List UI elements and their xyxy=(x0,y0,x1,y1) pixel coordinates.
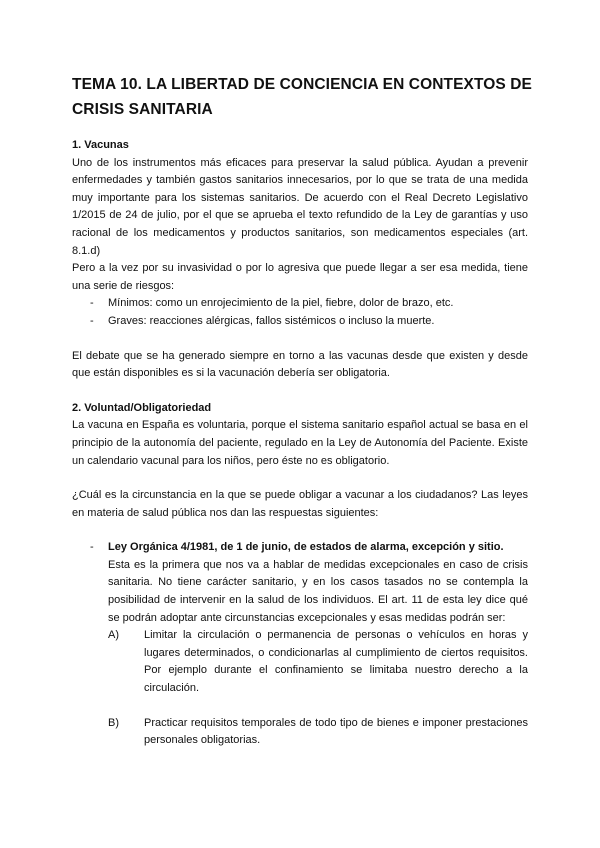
risk-text: Graves: reacciones alérgicas, fallos sistémicos o incluso la muerte. xyxy=(108,314,435,327)
risk-item xyxy=(72,313,528,331)
list-dash: - xyxy=(90,314,94,327)
section-2-paragraph-1: La vacuna en España es voluntaria, porque el sistema sanitario español actual se basa en el principio de la autonomía del paciente, regulado en la Ley de Autonomía del Paciente. Existe un calendario vacunal para los niños, pero éste no es obligatorio. xyxy=(72,419,528,467)
law-title: Ley Orgánica 4/1981, de 1 de junio, de estados de alarma, excepción y sitio. xyxy=(108,541,504,554)
measure-item xyxy=(108,715,528,750)
measure-letter: B) xyxy=(108,716,119,729)
measure-letter: A) xyxy=(108,629,119,642)
section-1-paragraph-2: Pero a la vez por su invasividad o por lo agresiva que puede llegar a ser esa medida, tiene una serie de riesgos: xyxy=(72,262,528,292)
document-title: TEMA 10. LA LIBERTAD DE CONCIENCIA EN CONTEXTOS DE CRISIS SANITARIA xyxy=(72,76,532,118)
measure-text: Practicar requisitos temporales de todo tipo de bienes e imponer prestaciones personales obligatorias. xyxy=(144,716,528,747)
section-1-paragraph-3: El debate que se ha generado siempre en torno a las vacunas desde que existen y desde que están disponibles es si la vacunación debería ser obligatoria. xyxy=(72,349,528,380)
measure-text: Limitar la circulación o permanencia de personas o vehículos en horas y lugares determinados, o condicionarlas al cumplimiento de ciertos requisitos. Por ejemplo durante el confinamiento se limitaba nuestro derecho a la circulación. xyxy=(144,629,528,695)
risks-list xyxy=(72,295,528,330)
section-2-heading: 2. Voluntad/Obligatoriedad xyxy=(72,401,212,414)
law-item xyxy=(72,539,528,750)
measures-list xyxy=(108,627,528,750)
section-1-paragraph-1: Uno de los instrumentos más eficaces para preservar la salud pública. Ayudan a prevenir enfermedades y también gastos sanitarios innecesarios, por lo que se trata de una medida muy importante para los sistemas sanitarios. De acuerdo con el Real Decreto Legislativo 1/2015 de 24 de julio, por el que se aprueba el texto refundido de la Ley de garantías y uso racional de los medicamentos y productos sanitarios, son medicamentos especiales (art. 8.1.d) xyxy=(72,156,528,257)
list-dash: - xyxy=(90,541,94,554)
measure-item xyxy=(108,627,528,697)
risk-text: Mínimos: como un enrojecimiento de la piel, fiebre, dolor de brazo, etc. xyxy=(108,297,454,310)
law-description: Esta es la primera que nos va a hablar de medidas excepcionales en caso de crisis sanitaria. No tiene carácter sanitario, y en los casos tasados no se contempla la posibilidad de intervenir en la salud de los individuos. El art. 11 de esta ley dice qué se podrán adoptar ante circunstancias excepcionales y esas medidas podrán ser: xyxy=(108,558,528,624)
risk-item xyxy=(72,295,528,313)
section-1-heading: 1. Vacunas xyxy=(72,139,129,151)
list-dash: - xyxy=(90,297,94,310)
document-body xyxy=(72,137,528,750)
section-2-paragraph-2: ¿Cuál es la circunstancia en la que se puede obligar a vacunar a los ciudadanos? Las leyes en materia de salud pública nos dan las respuestas siguientes: xyxy=(72,489,528,519)
